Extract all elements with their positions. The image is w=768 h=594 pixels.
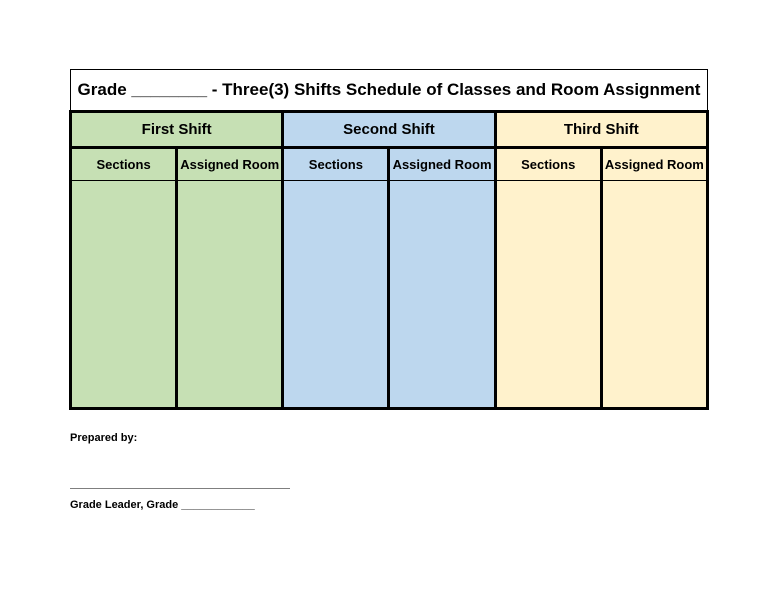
column-header-row <box>71 148 708 181</box>
second-shift-room-cell[interactable] <box>389 181 495 409</box>
third-shift-room-cell[interactable] <box>601 181 707 409</box>
table-body-row <box>71 181 708 409</box>
shift-header-row <box>71 112 708 148</box>
schedule-table <box>69 69 709 410</box>
second-shift-header: Second Shift <box>283 112 495 148</box>
first-shift-room-header: Assigned Room <box>177 148 283 181</box>
second-shift-room-header: Assigned Room <box>389 148 495 181</box>
second-shift-sections-header: Sections <box>283 148 389 181</box>
second-shift-sections-cell[interactable] <box>283 181 389 409</box>
table-title: Grade ________ - Three(3) Shifts Schedule of Classes and Room Assignment <box>71 70 708 112</box>
third-shift-room-header: Assigned Room <box>601 148 707 181</box>
first-shift-sections-header: Sections <box>71 148 177 181</box>
grade-leader-label: Grade Leader, Grade ____________ <box>70 499 255 511</box>
title-row <box>71 70 708 112</box>
first-shift-sections-cell[interactable] <box>71 181 177 409</box>
first-shift-room-cell[interactable] <box>177 181 283 409</box>
signature-line <box>70 488 290 489</box>
third-shift-sections-cell[interactable] <box>495 181 601 409</box>
prepared-by-label: Prepared by: <box>70 432 138 444</box>
first-shift-header: First Shift <box>71 112 283 148</box>
third-shift-header: Third Shift <box>495 112 707 148</box>
third-shift-sections-header: Sections <box>495 148 601 181</box>
